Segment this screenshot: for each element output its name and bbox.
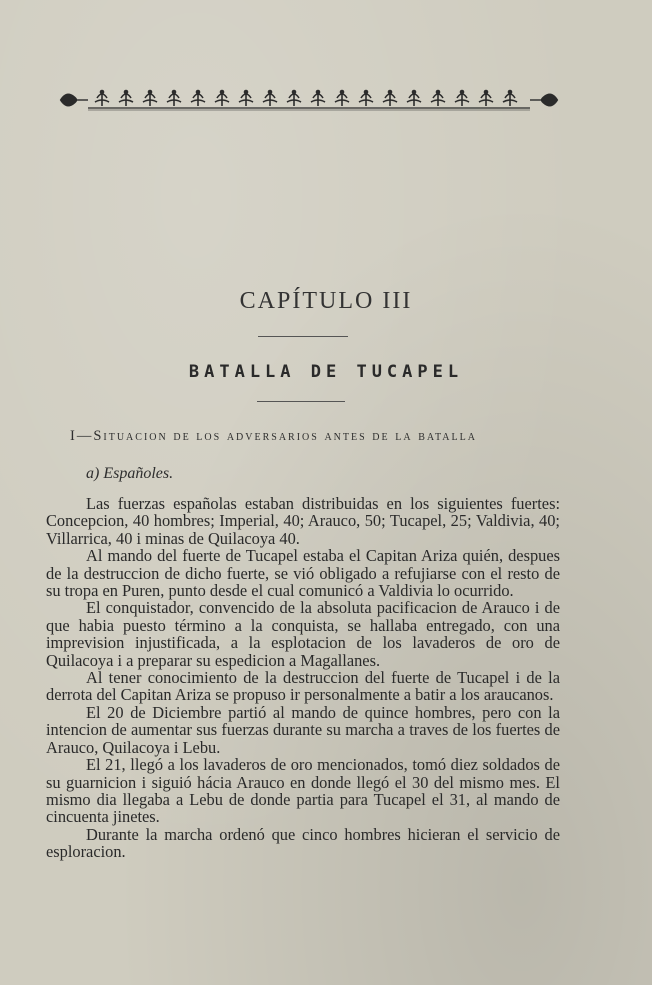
subsection-heading: I—Situacion de los adversarios antes de la batalla — [70, 428, 477, 444]
divider-rule — [258, 336, 348, 337]
paragraph: El 20 de Diciembre partió al mando de quince hombres, pero con la intencion de aumentar sus fuerzas durante su marcha a traves de los fuertes de Arauco, Quilacoya i Lebu. — [46, 702, 560, 757]
decorative-border-ornament — [58, 86, 560, 114]
paragraph: Al mando del fuerte de Tucapel estaba el Capitan Ariza quién, despues de la destruccion de dicho fuerte, se vió obligado a refujiarse con el resto de su tropa en Puren, punto desde el cual comunicó a Valdivia lo ocurrido. — [46, 546, 560, 601]
body-text — [46, 495, 560, 861]
chapter-title: CAPÍTULO III — [239, 288, 413, 314]
sub-subsection-heading: a) Españoles. — [86, 465, 174, 482]
section-title: BATALLA DE TUCAPEL — [188, 362, 464, 382]
paragraph: El 21, llegó a los lavaderos de oro mencionados, tomó diez soldados de su guarnicion i siguió hácia Arauco en donde llegó el 30 del mismo mes. El mismo dia llegaba a Lebu de donde partia para Tucapel el 31, al mando de cincuenta jinetes. — [46, 755, 560, 827]
paragraph: El conquistador, convencido de la absoluta pacificacion de Arauco i de que habia puesto término a la conquista, se hallaba entregado, con una imprevision injustificada, a la esplotacion de los lavaderos de oro de Quilacoya i a preparar su espedicion a Magallanes. — [46, 598, 560, 670]
divider-rule — [257, 401, 345, 402]
paragraph: Al tener conocimiento de la destruccion del fuerte de Tucapel i de la derrota del Capitan Ariza se propuso ir personalmente a batir a los araucanos. — [46, 668, 560, 705]
paragraph: Durante la marcha ordenó que cinco hombres hicieran el servicio de esploracion. — [46, 824, 560, 862]
paragraph: Las fuerzas españolas estaban distribuidas en los siguientes fuertes: Concepcion, 40 hombres; Imperial, 40; Arauco, 50; Tucapel, 25; Valdivia, 40; Villarrica, 40 i minas de Quilacoya 40. — [46, 494, 560, 548]
